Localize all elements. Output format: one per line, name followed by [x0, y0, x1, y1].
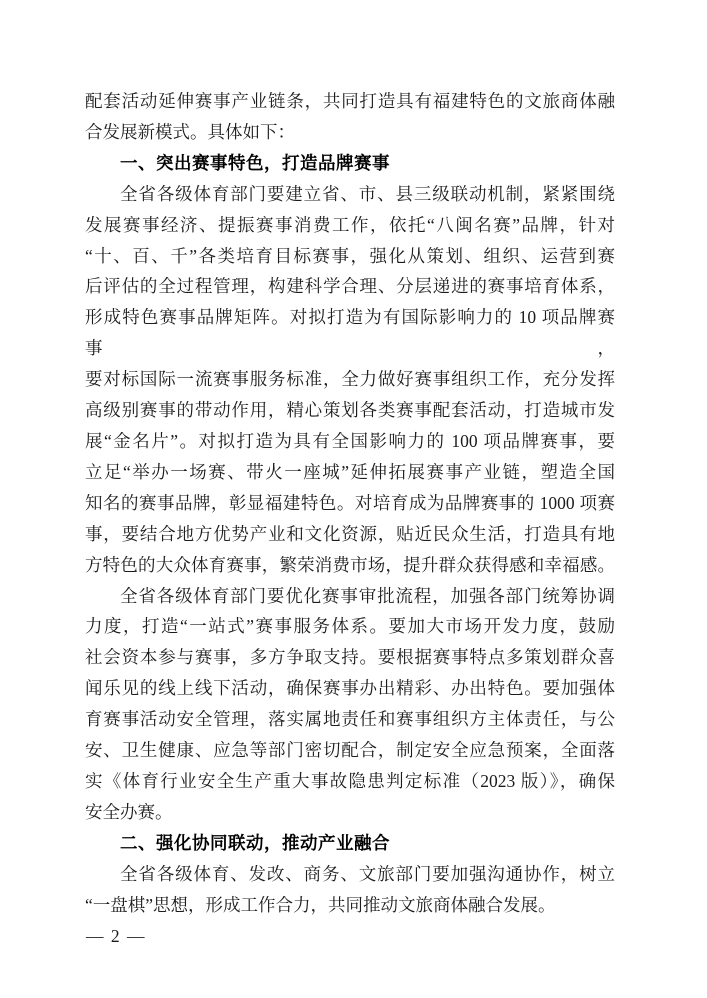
- text-line: 全省各级体育部门要建立省、市、县三级联动机制，紧紧围绕: [120, 183, 615, 204]
- text-line: 合发展新模式。具体如下：: [85, 121, 295, 142]
- text-line: 力度，打造“一站式”赛事服务体系。要加大市场开发力度，鼓励: [85, 616, 615, 637]
- text-line: 社会资本参与赛事，多方争取支持。要根据赛事特点多策划群众喜: [85, 647, 615, 668]
- text-line: 闻乐见的线上线下活动，确保赛事办出精彩、办出特色。要加强体: [85, 678, 615, 699]
- text-line: 要对标国际一流赛事服务标准，全力做好赛事组织工作，充分发挥: [85, 369, 615, 390]
- section-heading-1: 一、突出赛事特色，打造品牌赛事: [120, 152, 390, 173]
- section-heading-2: 二、强化协同联动，推动产业融合: [120, 832, 390, 853]
- text-line: 育赛事活动安全管理，落实属地责任和赛事组织方主体责任，与公: [85, 709, 615, 730]
- text-line: 安全办赛。: [85, 801, 173, 822]
- text-line: 配套活动延伸赛事产业链条，共同打造具有福建特色的文旅商体融: [85, 91, 615, 111]
- text-line: 全省各级体育部门要优化赛事审批流程，加强各部门统筹协调: [120, 585, 615, 606]
- text-line: 后评估的全过程管理，构建科学合理、分层递进的赛事培育体系，: [85, 276, 615, 297]
- text-column: [85, 86, 615, 920]
- text-line: “一盘棋”思想，形成工作合力，共同推动文旅商体融合发展。: [85, 894, 556, 915]
- text-line: 展“金名片”。对拟打造为具有全国影响力的 100 项品牌赛事，要: [85, 430, 615, 451]
- text-line: 立足“举办一场赛、带火一座城”延伸拓展赛事产业链，塑造全国: [85, 461, 615, 482]
- text-line: 形成特色赛事品牌矩阵。对拟打造为有国际影响力的 10 项品牌赛事，: [85, 307, 615, 359]
- text-line: 高级别赛事的带动作用，精心策划各类赛事配套活动，打造城市发: [85, 400, 615, 421]
- text-line: 事，要结合地方优势产业和文化资源，贴近民众生活，打造具有地: [85, 523, 615, 544]
- text-line: 安、卫生健康、应急等部门密切配合，制定安全应急预案，全面落: [85, 740, 615, 761]
- text-line: 知名的赛事品牌，彰显福建特色。对培育成为品牌赛事的 1000 项赛: [85, 492, 615, 513]
- page-number: — 2 —: [86, 926, 146, 946]
- text-line: 全省各级体育、发改、商务、文旅部门要加强沟通协作，树立: [120, 863, 615, 884]
- text-line: 方特色的大众体育赛事，繁荣消费市场，提升群众获得感和幸福感。: [85, 554, 615, 575]
- text-line: 发展赛事经济、提振赛事消费工作，依托“八闽名赛”品牌，针对: [85, 214, 615, 235]
- text-line: “十、百、千”各类培育目标赛事，强化从策划、组织、运营到赛: [85, 245, 615, 266]
- text-line: 实《体育行业安全生产重大事故隐患判定标准（2023 版）》，确保: [85, 770, 615, 791]
